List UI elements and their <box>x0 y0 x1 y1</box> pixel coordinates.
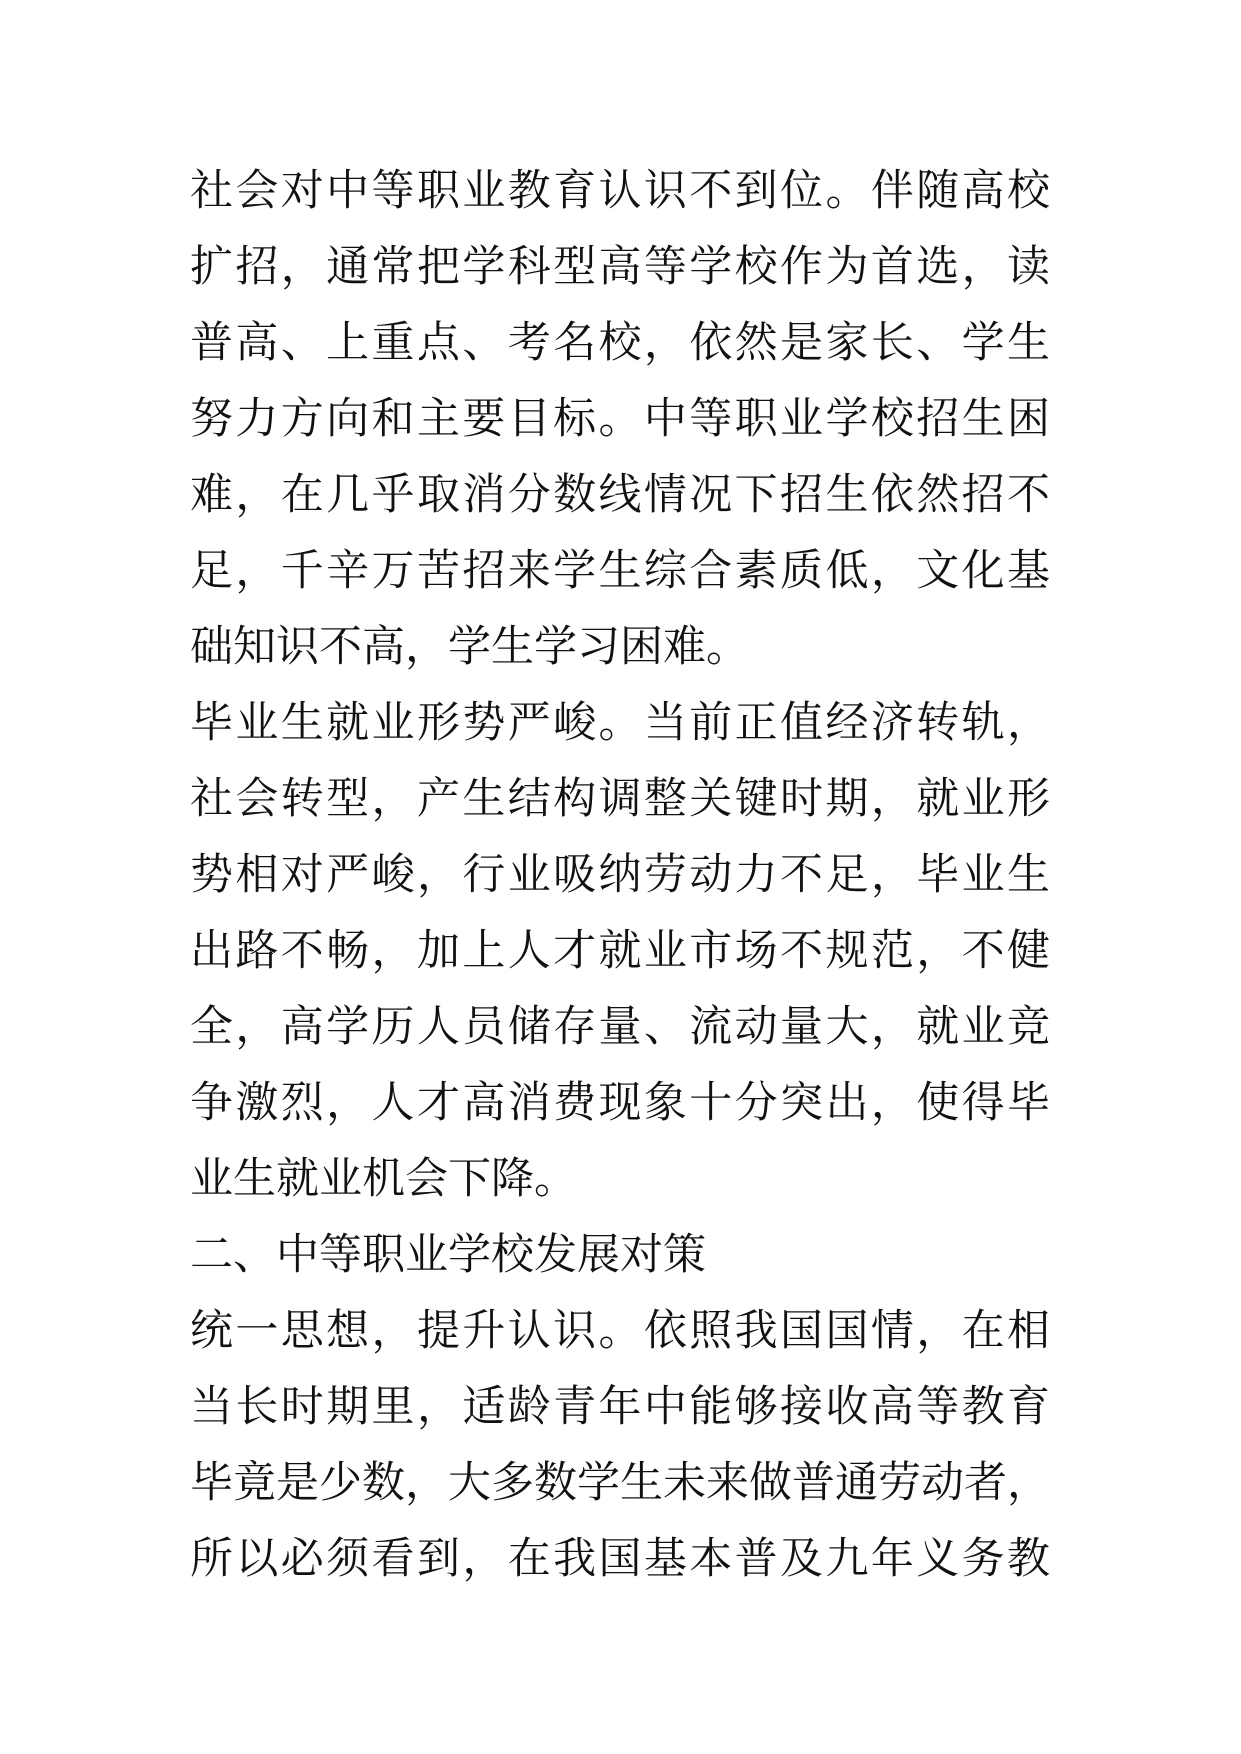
body-text <box>190 153 1050 1597</box>
text-line: 全，高学历人员储存量、流动量大，就业竞 <box>190 1002 1050 1052</box>
text-line: 难，在几乎取消分数线情况下招生依然招不 <box>190 470 1050 520</box>
text-line: 足，千辛万苦招来学生综合素质低，文化基 <box>190 546 1050 596</box>
text-line: 业生就业机会下降。 <box>190 1154 577 1204</box>
text-line: 统一思想，提升认识。依照我国国情，在相 <box>190 1306 1050 1356</box>
text-line: 社会转型，产生结构调整关键时期，就业形 <box>190 774 1050 824</box>
text-line: 毕竟是少数，大多数学生未来做普通劳动者， <box>190 1458 1050 1508</box>
text-line: 出路不畅，加上人才就业市场不规范，不健 <box>190 926 1050 976</box>
text-line: 社会对中等职业教育认识不到位。伴随高校 <box>190 166 1050 216</box>
text-line: 普高、上重点、考名校，依然是家长、学生 <box>190 318 1050 368</box>
text-line: 扩招，通常把学科型高等学校作为首选，读 <box>190 242 1050 292</box>
text-line: 努力方向和主要目标。中等职业学校招生困 <box>190 394 1050 444</box>
text-line: 所以必须看到，在我国基本普及九年义务教 <box>190 1534 1050 1584</box>
text-line: 争激烈，人才高消费现象十分突出，使得毕 <box>190 1078 1050 1128</box>
section-heading: 二、中等职业学校发展对策 <box>190 1230 706 1280</box>
text-line: 础知识不高，学生学习困难。 <box>190 622 749 672</box>
text-line: 当长时期里，适龄青年中能够接收高等教育 <box>190 1382 1050 1432</box>
text-line: 势相对严峻，行业吸纳劳动力不足，毕业生 <box>190 850 1050 900</box>
text-line: 毕业生就业形势严峻。当前正值经济转轨， <box>190 698 1050 748</box>
